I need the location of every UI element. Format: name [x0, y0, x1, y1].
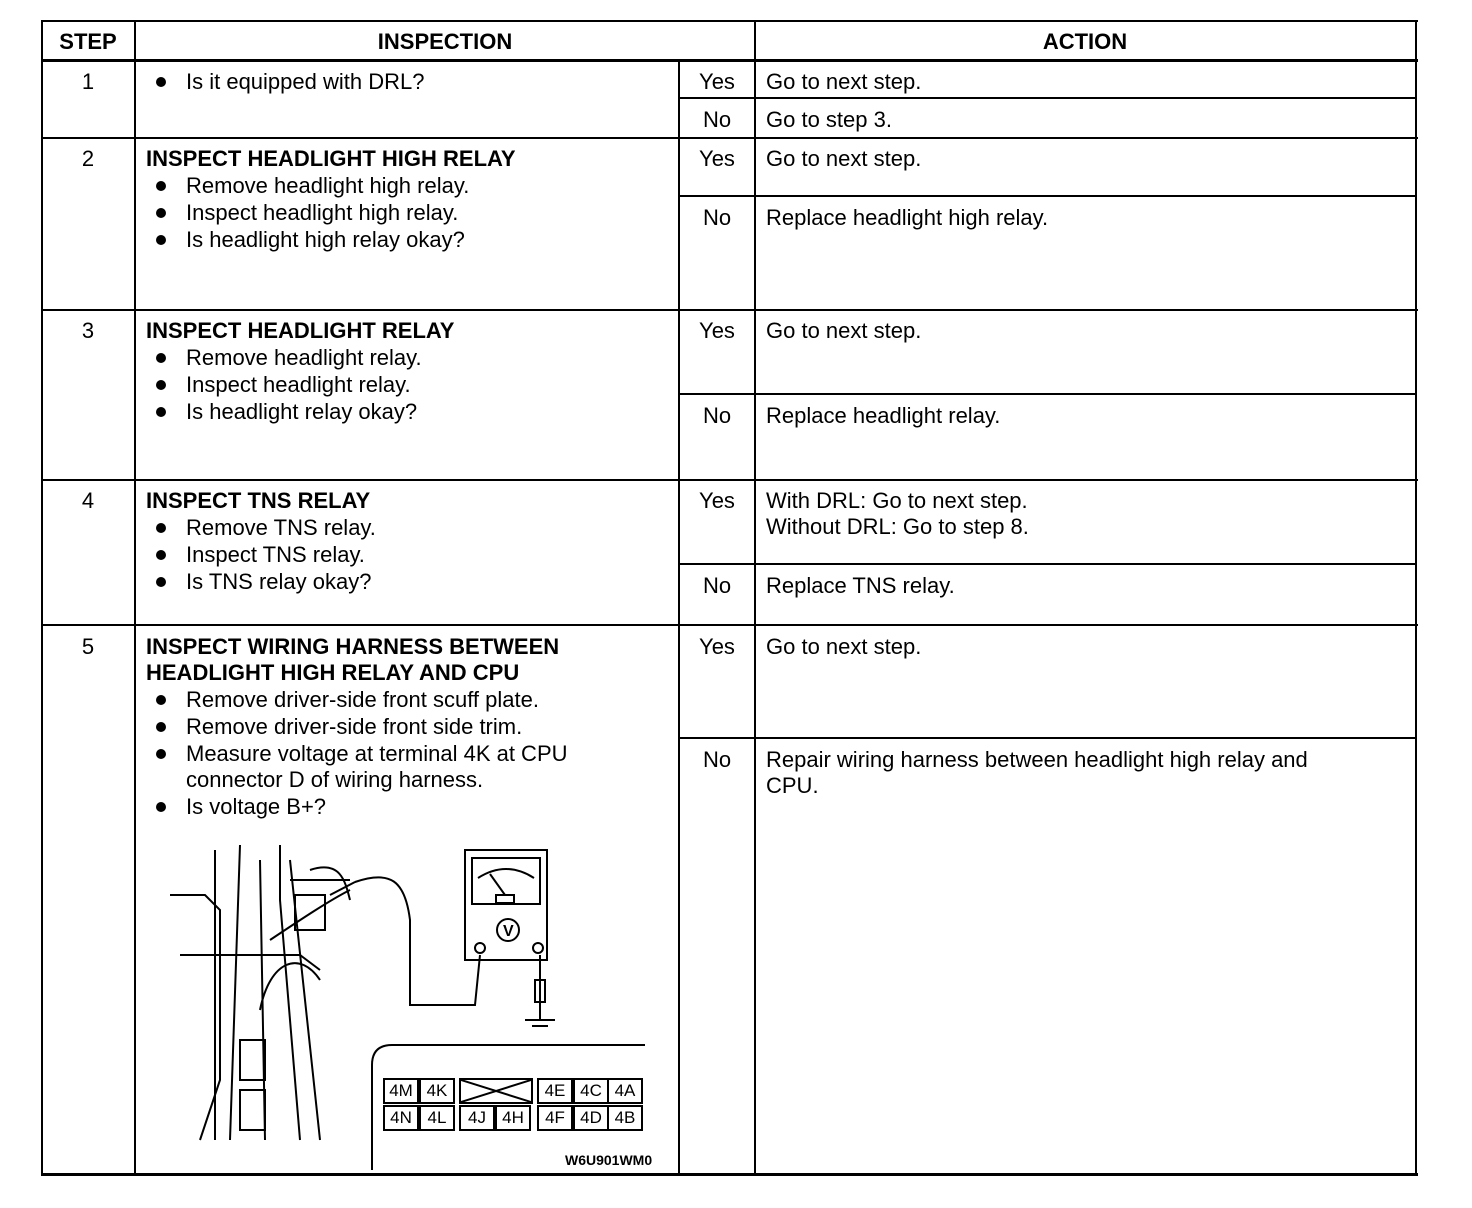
yes-action: Go to next step.	[766, 146, 922, 171]
no-label: No	[702, 403, 732, 428]
no-action: Replace headlight relay.	[766, 403, 1001, 428]
blank-terminal-cross	[459, 1078, 533, 1104]
no-action: Go to step 3.	[766, 107, 892, 132]
connector-terminal: 4A	[607, 1078, 643, 1104]
yes-no-divider	[679, 737, 1417, 739]
inspection-bullet-continued: connector D of wiring harness.	[186, 767, 484, 792]
no-action: CPU.	[766, 773, 819, 798]
col-divider	[134, 20, 136, 1176]
voltmeter-icon	[465, 850, 547, 960]
inspection-bullet: Is headlight relay okay?	[186, 399, 418, 424]
connector-terminal: 4N	[383, 1105, 419, 1131]
table-border-right	[1415, 20, 1417, 1176]
no-label: No	[702, 107, 732, 132]
no-action: Replace headlight high relay.	[766, 205, 1049, 230]
inspection-bullet: Is TNS relay okay?	[186, 569, 372, 594]
inspection-bullet: Is it equipped with DRL?	[186, 69, 425, 94]
row-divider	[42, 137, 1418, 139]
connector-terminal: 4F	[537, 1105, 573, 1131]
connector-terminal: 4M	[383, 1078, 419, 1104]
step-title: INSPECT HEADLIGHT RELAY	[146, 318, 455, 343]
step-number: 1	[81, 69, 95, 94]
table-border-top	[42, 20, 1418, 22]
table-border-bottom	[42, 1173, 1418, 1176]
inspection-bullet: Inspect headlight high relay.	[186, 200, 459, 225]
no-action: Repair wiring harness between headlight high relay and	[766, 747, 1308, 772]
yes-action: Go to next step.	[766, 69, 922, 94]
inspection-bullet: Remove headlight relay.	[186, 345, 422, 370]
probe-lead	[330, 877, 555, 1026]
yes-no-divider	[679, 97, 1417, 99]
connector-terminal: 4H	[495, 1105, 531, 1131]
yes-no-divider	[679, 563, 1417, 565]
inspection-bullet: Inspect TNS relay.	[186, 542, 365, 567]
row-divider	[42, 479, 1418, 481]
table-border-left	[41, 20, 43, 1176]
cpu-connector-d	[383, 1078, 641, 1132]
inspection-bullet: Remove headlight high relay.	[186, 173, 470, 198]
yes-action: Go to next step.	[766, 318, 922, 343]
inspection-bullet: Is headlight high relay okay?	[186, 227, 465, 252]
connector-terminal: 4B	[607, 1105, 643, 1131]
connector-terminal: 4L	[419, 1105, 455, 1131]
inspection-bullet: Remove driver-side front side trim.	[186, 714, 523, 739]
inspection-bullet: Remove TNS relay.	[186, 515, 376, 540]
no-action: Replace TNS relay.	[766, 573, 955, 598]
step-number: 3	[81, 318, 95, 343]
vehicle-body-sketch	[170, 845, 350, 1140]
connector-terminal: 4E	[537, 1078, 573, 1104]
yes-label: Yes	[699, 318, 735, 343]
step-title: INSPECT WIRING HARNESS BETWEEN	[146, 634, 560, 659]
step-title: INSPECT TNS RELAY	[146, 488, 371, 513]
yes-no-divider	[679, 195, 1417, 197]
header-inspection: INSPECTION	[377, 29, 513, 54]
connector-terminal: 4C	[573, 1078, 609, 1104]
step-title: HEADLIGHT HIGH RELAY AND CPU	[146, 660, 520, 685]
header-action: ACTION	[1042, 29, 1128, 54]
yes-action: Go to next step.	[766, 634, 922, 659]
row-divider	[42, 309, 1418, 311]
meter-label: V	[503, 923, 514, 940]
row-divider	[42, 624, 1418, 626]
step-number: 5	[81, 634, 95, 659]
figure-code: W6U901WM0	[565, 1152, 653, 1168]
no-label: No	[702, 747, 732, 772]
yes-label: Yes	[699, 634, 735, 659]
inspection-bullet: Remove driver-side front scuff plate.	[186, 687, 539, 712]
inspection-bullet: Is voltage B+?	[186, 794, 327, 819]
connector-terminal: 4D	[573, 1105, 609, 1131]
row-divider	[42, 59, 1418, 62]
connector-terminal: 4J	[459, 1105, 495, 1131]
yes-label: Yes	[699, 69, 735, 94]
yes-action: With DRL: Go to next step.	[766, 488, 1028, 513]
step-number: 2	[81, 146, 95, 171]
no-label: No	[702, 205, 732, 230]
step-title: INSPECT HEADLIGHT HIGH RELAY	[146, 146, 516, 171]
yes-label: Yes	[699, 146, 735, 171]
yes-no-divider	[679, 393, 1417, 395]
yes-label: Yes	[699, 488, 735, 513]
connector-terminal: 4K	[419, 1078, 455, 1104]
inspection-bullet: Measure voltage at terminal 4K at CPU	[186, 741, 568, 766]
yes-action: Without DRL: Go to step 8.	[766, 514, 1029, 539]
inspection-bullet: Inspect headlight relay.	[186, 372, 411, 397]
no-label: No	[702, 573, 732, 598]
header-step: STEP	[59, 29, 117, 54]
step-number: 4	[81, 488, 95, 513]
